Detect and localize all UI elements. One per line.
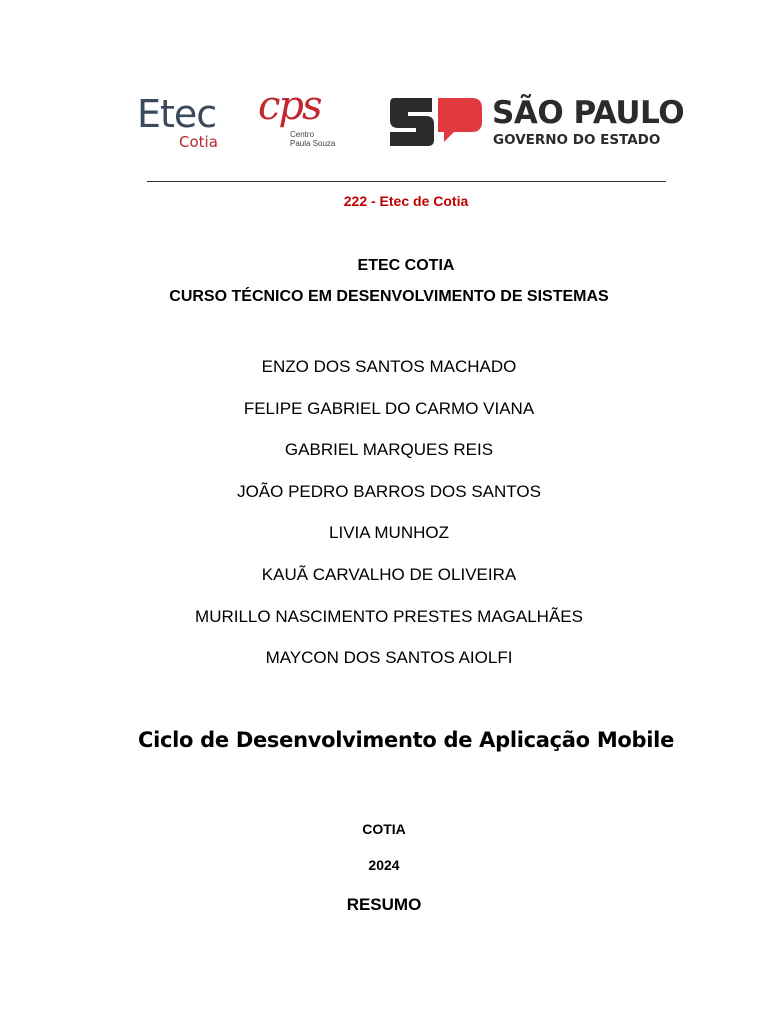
author-name: KAUÃ CARVALHO DE OLIVEIRA bbox=[261, 564, 517, 584]
city: COTIA bbox=[362, 821, 406, 837]
school-code: 222 - Etec de Cotia bbox=[343, 193, 469, 209]
author-name: FELIPE GABRIEL DO CARMO VIANA bbox=[243, 398, 535, 418]
year: 2024 bbox=[368, 857, 400, 873]
sp-mark-icon bbox=[388, 96, 484, 148]
author-name: MURILLO NASCIMENTO PRESTES MAGALHÃES bbox=[195, 606, 583, 626]
etec-logo-word: Etec bbox=[137, 92, 217, 136]
cps-logo bbox=[258, 83, 344, 152]
sp-logo-sub: GOVERNO DO ESTADO bbox=[493, 132, 661, 148]
cps-logo-word: cps bbox=[258, 83, 321, 129]
author-name: JOÃO PEDRO BARROS DOS SANTOS bbox=[237, 481, 541, 501]
etec-logo-sub: Cotia bbox=[179, 133, 218, 151]
etec-cotia-logo bbox=[137, 94, 227, 154]
cps-logo-sub-line1: Centro bbox=[290, 130, 315, 139]
author-name: ENZO DOS SANTOS MACHADO bbox=[261, 357, 517, 376]
sao-paulo-government-logo bbox=[388, 95, 685, 152]
course-name: CURSO TÉCNICO EM DESENVOLVIMENTO DE SISTEMAS bbox=[169, 288, 609, 305]
cps-logo-sub-line2: Paula Souza bbox=[290, 139, 336, 148]
author-name: LIVIA MUNHOZ bbox=[329, 523, 449, 543]
document-title: Ciclo de Desenvolvimento de Aplicação Mobile bbox=[137, 728, 675, 752]
section-heading: RESUMO bbox=[346, 895, 422, 914]
author-name: MAYCON DOS SANTOS AIOLFI bbox=[265, 648, 513, 668]
author-list bbox=[0, 355, 768, 688]
institution-name: ETEC COTIA bbox=[357, 257, 455, 274]
sp-logo-title: SÃO PAULO bbox=[492, 95, 685, 131]
logo-header bbox=[0, 83, 768, 155]
author-name: GABRIEL MARQUES REIS bbox=[284, 440, 494, 460]
cps-logo-sub bbox=[290, 130, 335, 148]
header-divider bbox=[147, 181, 666, 182]
